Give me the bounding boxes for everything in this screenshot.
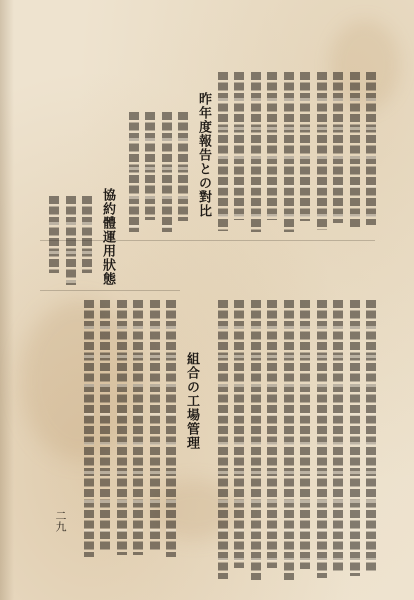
text-column — [218, 72, 228, 231]
text-column — [366, 300, 376, 573]
text-column — [317, 72, 327, 230]
text-column — [166, 300, 176, 557]
section-divider — [40, 290, 180, 291]
page-number: 二九 — [54, 510, 67, 532]
text-column — [300, 72, 310, 221]
text-column — [117, 300, 127, 555]
text-column — [162, 112, 172, 232]
text-column — [284, 72, 294, 232]
text-column — [333, 300, 343, 571]
text-column — [150, 300, 160, 552]
text-column — [234, 72, 244, 220]
heading-labor-management-council: 協約體運用狀態 — [100, 188, 115, 286]
text-column — [129, 112, 139, 232]
text-column — [49, 196, 59, 273]
text-column — [218, 300, 228, 579]
text-column — [300, 300, 310, 569]
text-column — [267, 72, 277, 220]
heading-comparison-with-last-year: 昨年度報告との對比 — [196, 92, 211, 218]
text-column — [251, 300, 261, 580]
text-column — [284, 300, 294, 580]
text-column — [366, 72, 376, 225]
text-column — [100, 300, 110, 552]
text-column — [350, 300, 360, 576]
text-column — [178, 112, 188, 221]
heading-union-factory-management: 組合の工場管理 — [184, 352, 199, 450]
text-column — [333, 72, 343, 223]
text-column — [84, 300, 94, 557]
text-column — [267, 300, 277, 568]
text-column — [145, 112, 155, 220]
text-column — [66, 196, 76, 285]
text-column — [350, 72, 360, 228]
text-column — [317, 300, 327, 578]
text-column — [251, 72, 261, 232]
text-column — [82, 196, 92, 273]
text-column — [133, 300, 143, 555]
page-fold-shadow — [0, 0, 14, 600]
text-column — [234, 300, 244, 568]
